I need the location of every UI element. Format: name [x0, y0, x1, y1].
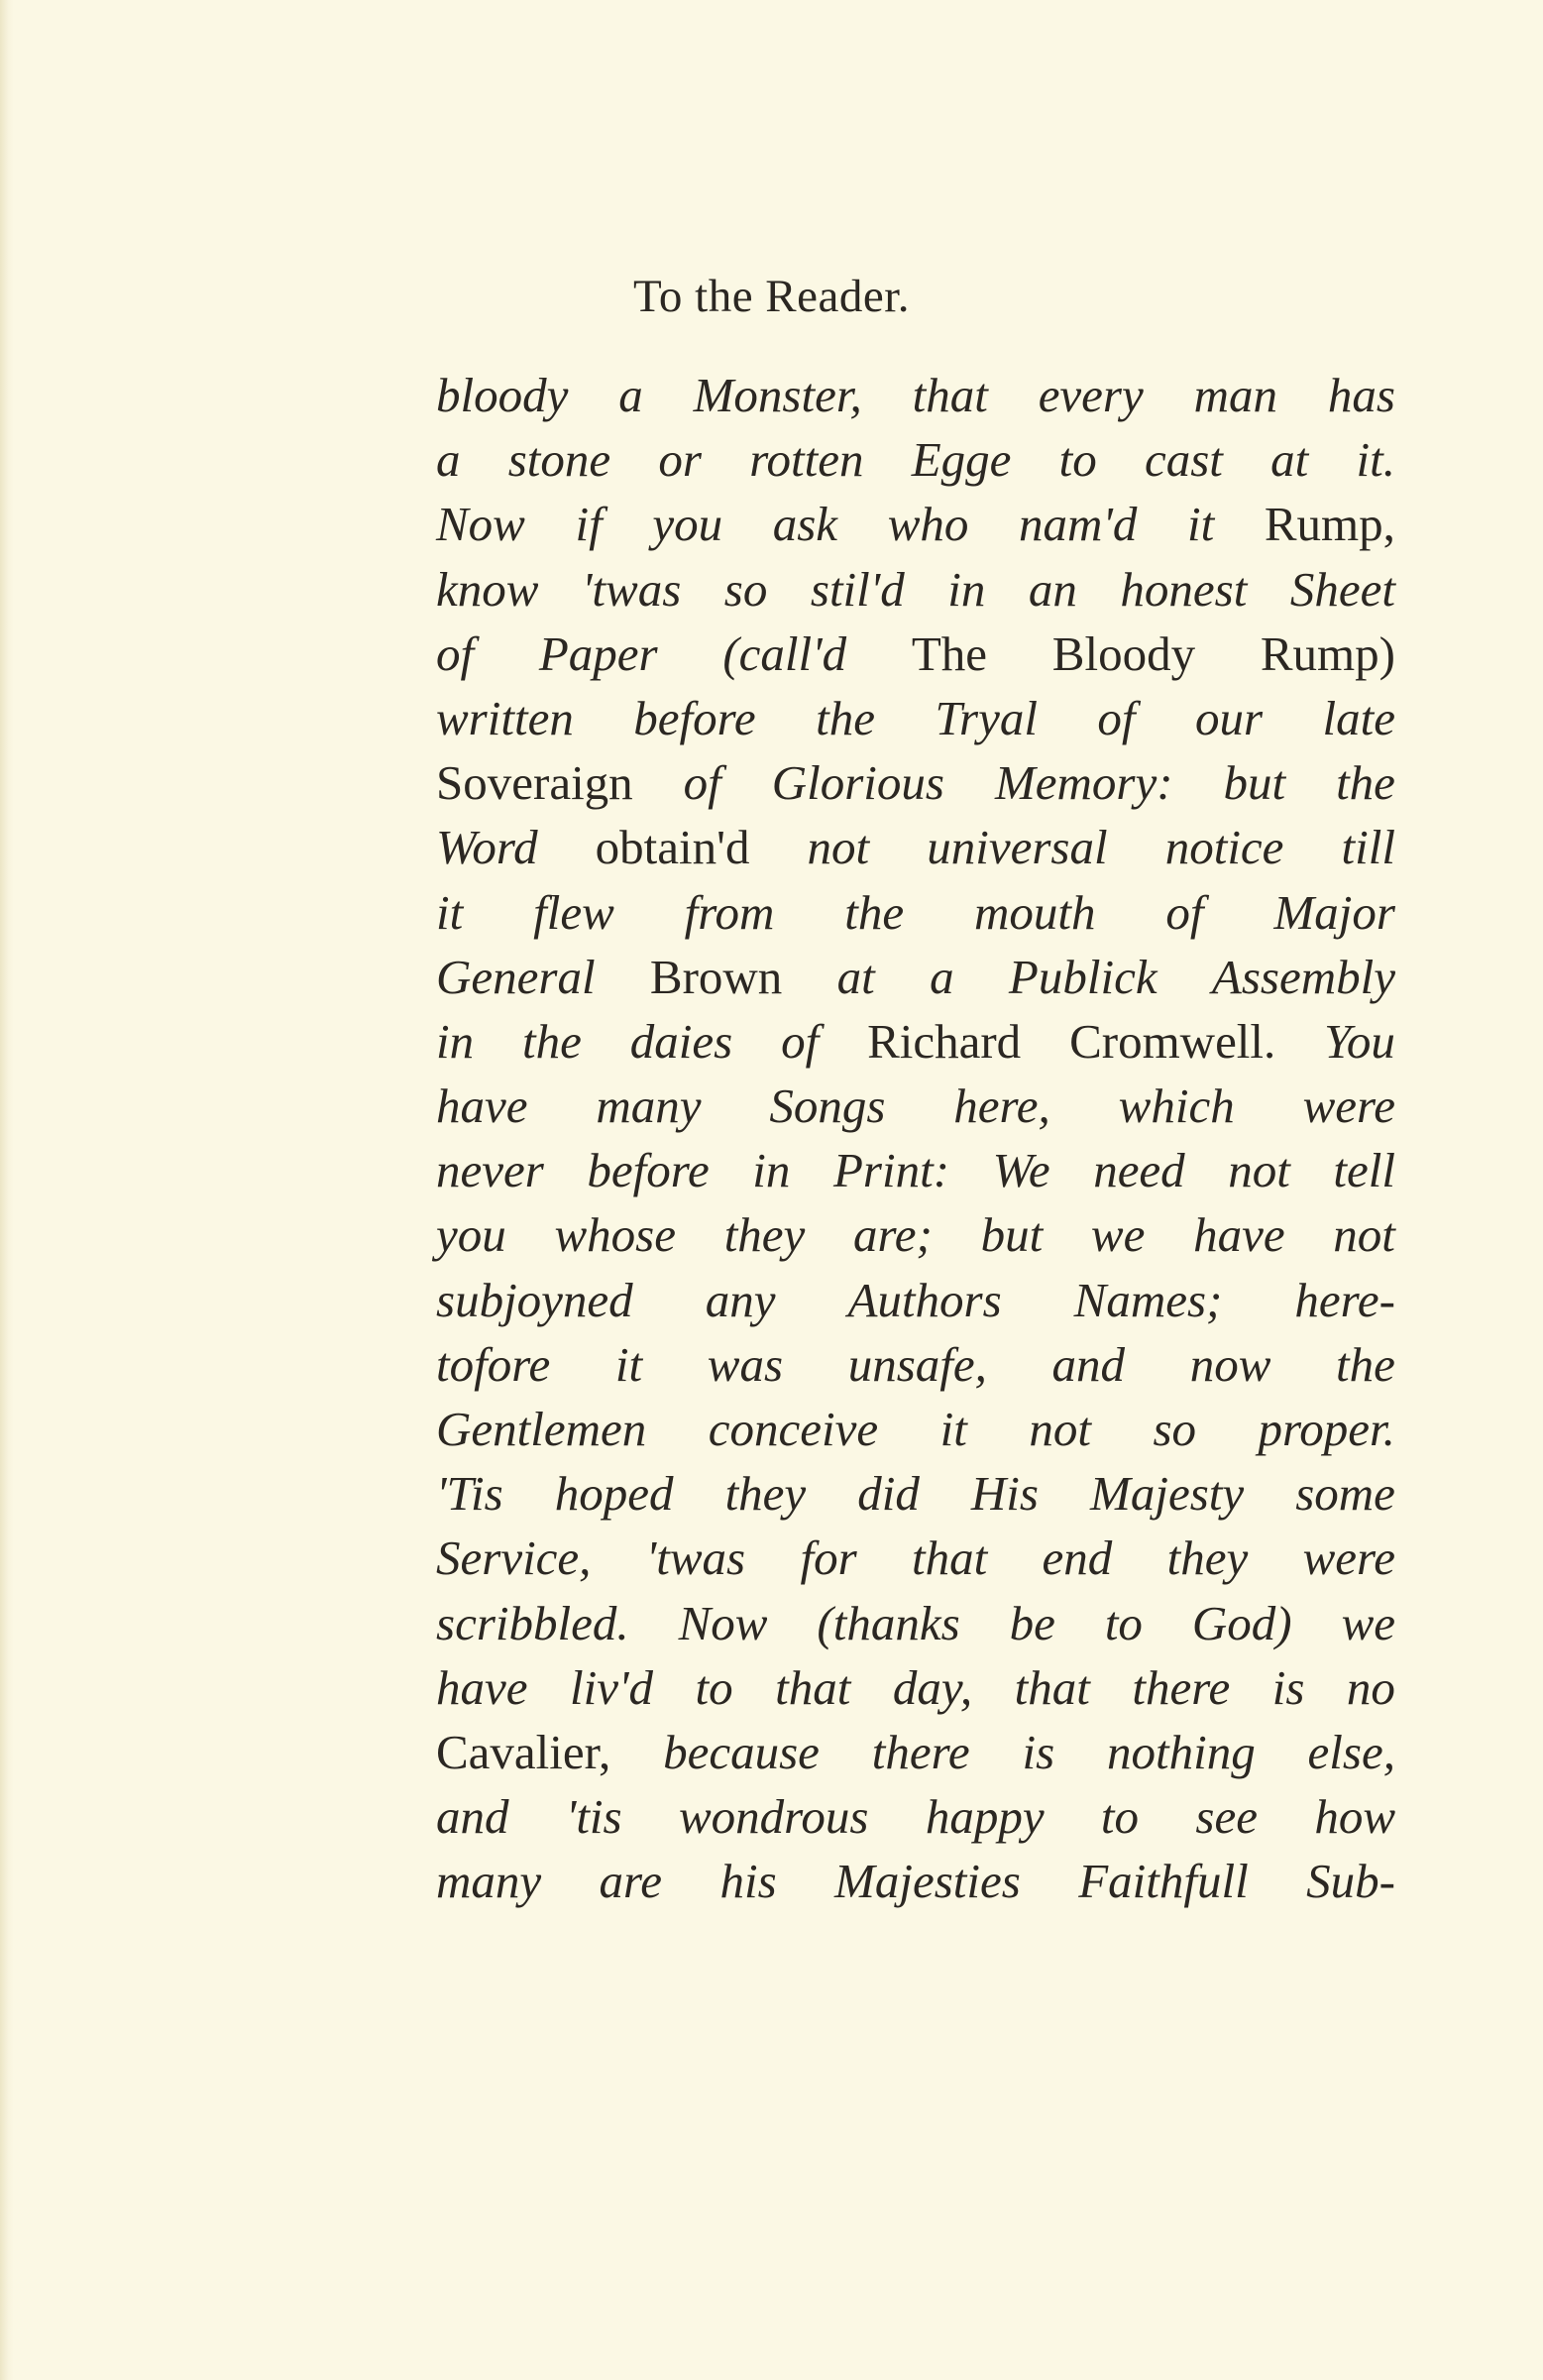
- word: have: [436, 1078, 528, 1134]
- word: cast: [1144, 432, 1223, 488]
- word: late: [1322, 690, 1395, 745]
- word: Majesty: [1090, 1466, 1245, 1522]
- word: of: [436, 625, 475, 681]
- text-line: [436, 1526, 1395, 1590]
- text-line: [436, 1074, 1395, 1138]
- word: end: [1042, 1530, 1113, 1586]
- word: before: [587, 1143, 710, 1198]
- word: flew: [533, 884, 614, 940]
- word: any: [705, 1272, 776, 1327]
- word: Sub-: [1306, 1854, 1395, 1909]
- word: Word: [436, 820, 538, 875]
- word: there: [871, 1724, 970, 1779]
- word: have: [436, 1659, 528, 1715]
- text-line: [436, 622, 1395, 686]
- word: conceive: [708, 1402, 879, 1456]
- word: Names;: [1073, 1272, 1223, 1327]
- word: but: [980, 1207, 1044, 1263]
- word: the: [1336, 755, 1395, 811]
- word: not: [1029, 1402, 1091, 1456]
- word: and: [1051, 1336, 1126, 1392]
- page-edge: [0, 0, 14, 2380]
- word: in: [436, 1013, 475, 1069]
- word: were: [1302, 1530, 1395, 1586]
- word: Memory:: [994, 755, 1173, 811]
- word: it: [1187, 497, 1215, 552]
- word: Rump): [1260, 625, 1395, 681]
- word: were: [1302, 1078, 1395, 1134]
- word: did: [857, 1466, 920, 1522]
- word: obtain'd: [595, 820, 750, 875]
- word: of: [683, 755, 721, 811]
- word: Authors: [847, 1272, 1002, 1327]
- word: His: [970, 1466, 1039, 1522]
- word: Majesties: [834, 1854, 1021, 1909]
- text-line: [436, 686, 1395, 750]
- text-line: [436, 363, 1395, 427]
- word: was: [707, 1336, 784, 1392]
- word: Glorious: [771, 755, 944, 811]
- word: a: [618, 368, 643, 422]
- word: Rump,: [1264, 497, 1395, 552]
- word: in: [947, 561, 986, 617]
- word: to: [1104, 1595, 1143, 1650]
- word: Songs: [769, 1078, 886, 1134]
- word: nothing: [1106, 1724, 1256, 1779]
- word: You: [1324, 1013, 1395, 1069]
- text-line: [436, 557, 1395, 622]
- text-line: [436, 945, 1395, 1009]
- word: a: [930, 949, 954, 1004]
- word: God): [1191, 1595, 1292, 1650]
- word: honest: [1120, 561, 1248, 617]
- word: need: [1093, 1143, 1185, 1198]
- word: the: [816, 690, 875, 745]
- text-line: [436, 1849, 1395, 1913]
- word: tell: [1333, 1143, 1395, 1198]
- word: of: [781, 1013, 820, 1069]
- word: Egge: [911, 432, 1012, 488]
- word: The: [911, 625, 988, 681]
- word: which: [1118, 1078, 1235, 1134]
- word: that: [912, 368, 988, 422]
- word: from: [684, 884, 775, 940]
- word: the: [522, 1013, 582, 1069]
- word: Now: [678, 1595, 768, 1650]
- word: Richard: [867, 1013, 1022, 1069]
- word: unsafe,: [847, 1336, 987, 1392]
- word: every: [1038, 368, 1144, 422]
- word: at: [836, 949, 875, 1004]
- text-line: [436, 1461, 1395, 1526]
- word: daies: [629, 1013, 733, 1069]
- word: it.: [1356, 432, 1395, 488]
- word: nam'd: [1019, 497, 1138, 552]
- text-line: [436, 880, 1395, 945]
- word: to: [695, 1659, 733, 1715]
- word: Faithfull: [1078, 1854, 1249, 1909]
- word: General: [436, 949, 596, 1004]
- word: but: [1223, 755, 1286, 811]
- word: scribbled.: [436, 1595, 629, 1650]
- word: till: [1341, 820, 1395, 875]
- word: to: [1058, 432, 1097, 488]
- word: hoped: [554, 1466, 674, 1522]
- word: Tryal: [935, 690, 1038, 745]
- word: are;: [853, 1207, 933, 1263]
- text-line: [436, 815, 1395, 879]
- text-line: [436, 1202, 1395, 1267]
- word: man: [1193, 368, 1278, 422]
- word: (thanks: [817, 1595, 960, 1650]
- word: they: [724, 1466, 807, 1522]
- word: (call'd: [722, 625, 847, 681]
- word: no: [1346, 1659, 1395, 1715]
- word: they: [723, 1207, 806, 1263]
- word: Monster,: [693, 368, 862, 422]
- word: we: [1090, 1207, 1146, 1263]
- word: before: [633, 690, 756, 745]
- word: not: [807, 820, 870, 875]
- word: many: [596, 1078, 702, 1134]
- word: tofore: [436, 1336, 551, 1392]
- word: who: [887, 497, 969, 552]
- word: because: [663, 1724, 820, 1779]
- word: there: [1132, 1659, 1231, 1715]
- word: notice: [1164, 820, 1284, 875]
- word: Now: [436, 497, 525, 552]
- word: Brown: [649, 949, 783, 1004]
- word: Cromwell.: [1069, 1013, 1276, 1069]
- text-line: [436, 1138, 1395, 1202]
- word: that: [775, 1659, 851, 1715]
- text-line: [436, 1720, 1395, 1784]
- word: We: [992, 1143, 1050, 1198]
- text-line: [436, 750, 1395, 815]
- word: Cavalier,: [436, 1724, 611, 1779]
- text-line: [436, 1268, 1395, 1332]
- word: here-: [1294, 1272, 1395, 1327]
- word: not: [1228, 1143, 1290, 1198]
- word: have: [1193, 1207, 1285, 1263]
- word: 'twas: [645, 1530, 746, 1586]
- body-text: [436, 363, 1395, 1914]
- word: whose: [554, 1207, 676, 1263]
- word: 'tis: [565, 1789, 622, 1845]
- word: some: [1295, 1466, 1395, 1522]
- text-line: [436, 492, 1395, 556]
- word: subjoyned: [436, 1272, 633, 1327]
- word: 'twas: [581, 561, 682, 617]
- word: we: [1341, 1595, 1395, 1650]
- word: Service,: [436, 1530, 592, 1586]
- word: a: [436, 432, 461, 488]
- word: stone: [507, 432, 611, 488]
- word: Paper: [538, 625, 658, 681]
- word: Gentlemen: [436, 1402, 647, 1456]
- word: so: [1153, 1402, 1197, 1456]
- word: of: [1165, 884, 1204, 940]
- word: happy: [925, 1789, 1045, 1845]
- word: written: [436, 690, 574, 745]
- word: it: [939, 1402, 967, 1456]
- text-line: [436, 427, 1395, 492]
- text-line: [436, 1009, 1395, 1074]
- word: Print:: [832, 1143, 950, 1198]
- word: that: [1014, 1659, 1090, 1715]
- text-line: [436, 1397, 1395, 1461]
- word: they: [1166, 1530, 1249, 1586]
- word: to: [1100, 1789, 1140, 1845]
- word: liv'd: [570, 1659, 653, 1715]
- word: at: [1270, 432, 1309, 488]
- word: in: [752, 1143, 791, 1198]
- word: day,: [892, 1659, 973, 1715]
- word: not: [1333, 1207, 1395, 1263]
- word: universal: [927, 820, 1108, 875]
- word: you: [652, 497, 723, 552]
- word: Sheet: [1289, 561, 1395, 617]
- word: and: [436, 1789, 509, 1845]
- word: be: [1009, 1595, 1055, 1650]
- word: it: [436, 884, 464, 940]
- word: rotten: [749, 432, 864, 488]
- word: or: [658, 432, 702, 488]
- word: here,: [953, 1078, 1050, 1134]
- word: an: [1028, 561, 1077, 617]
- word: never: [436, 1143, 544, 1198]
- text-line: [436, 1655, 1395, 1720]
- word: Soveraign: [436, 755, 633, 811]
- text-line: [436, 1332, 1395, 1397]
- word: our: [1194, 690, 1264, 745]
- word: stil'd: [810, 561, 905, 617]
- word: Major: [1273, 884, 1395, 940]
- word: are: [599, 1854, 663, 1909]
- word: it: [614, 1336, 643, 1392]
- word: wondrous: [678, 1789, 869, 1845]
- word: see: [1195, 1789, 1258, 1845]
- word: Publick: [1008, 949, 1157, 1004]
- word: is: [1022, 1724, 1055, 1779]
- word: mouth: [974, 884, 1096, 940]
- word: proper.: [1258, 1402, 1395, 1456]
- word: so: [723, 561, 768, 617]
- word: you: [436, 1207, 506, 1263]
- word: know: [436, 561, 539, 617]
- word: Bloody: [1051, 625, 1196, 681]
- word: if: [575, 497, 603, 552]
- word: Assembly: [1211, 949, 1395, 1004]
- word: the: [1336, 1336, 1395, 1392]
- word: that: [911, 1530, 988, 1586]
- word: the: [844, 884, 905, 940]
- word: of: [1097, 690, 1136, 745]
- word: else,: [1307, 1724, 1395, 1779]
- running-head: To the Reader.: [632, 271, 911, 322]
- word: for: [800, 1530, 857, 1586]
- word: many: [436, 1854, 542, 1909]
- word: bloody: [436, 368, 569, 422]
- word: his: [719, 1854, 777, 1909]
- text-line: [436, 1591, 1395, 1655]
- word: now: [1189, 1336, 1271, 1392]
- word: how: [1314, 1789, 1395, 1845]
- word: is: [1271, 1659, 1305, 1715]
- word: ask: [772, 497, 838, 552]
- text-line: [436, 1784, 1395, 1849]
- word: 'Tis: [436, 1466, 503, 1522]
- word: has: [1327, 368, 1395, 422]
